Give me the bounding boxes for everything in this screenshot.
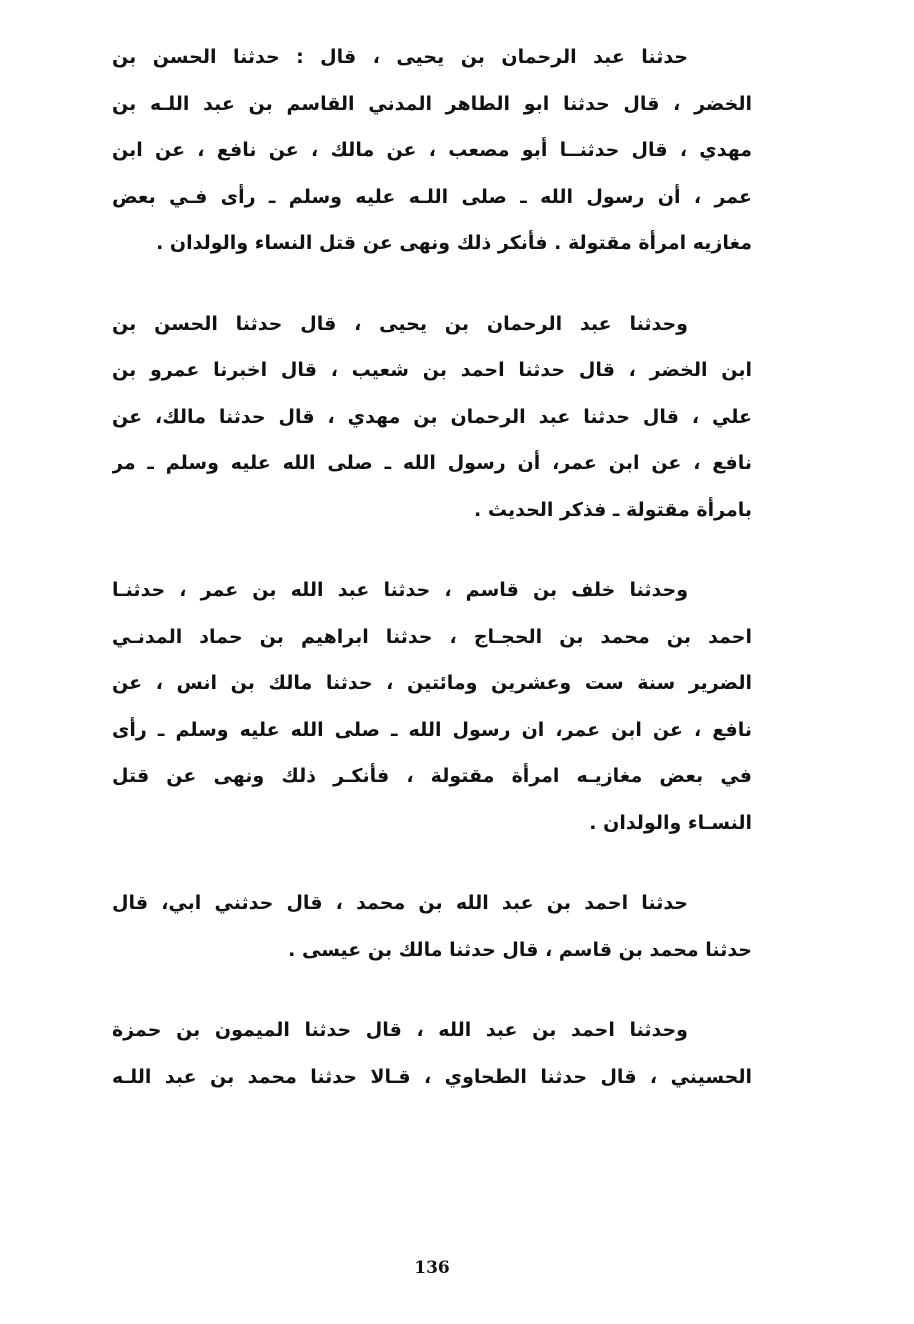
text-line: نافع ، عن ابن عمر، أن رسول الله ـ صلى الله عليه وسلم ـ مر <box>112 452 752 474</box>
text-line: حدثنا عبد الرحمان بن يحيى ، قال : حدثنا الحسن بن <box>112 46 688 68</box>
paragraph-3 <box>112 567 752 846</box>
text-line: مهدي ، قال حدثنــا أبو مصعب ، عن مالك ، عن نافع ، عن ابن <box>112 139 752 161</box>
text-line: ابن الخضر ، قال حدثنا احمد بن شعيب ، قال اخبرنا عمرو بن <box>112 359 752 381</box>
text-line: النسـاء والولدان . <box>589 811 752 834</box>
text-line: حدثنا احمد بن عبد الله بن محمد ، قال حدثني ابي، قال <box>112 892 688 914</box>
paragraph-2 <box>112 301 752 534</box>
page-body-text <box>112 34 752 1134</box>
text-line: الخضر ، قال حدثنا ابو الطاهر المدني القاسم بن عبد اللـه بن <box>112 92 752 115</box>
text-line: حدثنا محمد بن قاسم ، قال حدثنا مالك بن عيسى . <box>288 938 752 961</box>
text-line: الضرير سنة ست وعشرين ومائتين ، حدثنا مالك بن انس ، عن <box>112 672 752 694</box>
paragraph-1 <box>112 34 752 267</box>
text-line: الحسيني ، قال حدثنا الطحاوي ، قـالا حدثنا محمد بن عبد اللـه <box>112 1065 752 1088</box>
text-line: علي ، قال حدثنا عبد الرحمان بن مهدي ، قال حدثنا مالك، عن <box>112 405 752 428</box>
text-line: وحدثنا عبد الرحمان بن يحيى ، قال حدثنا الحسن بن <box>112 312 688 335</box>
text-line: احمد بن محمد بن الحجـاج ، حدثنا ابراهيم بن حماد المدنـي <box>112 625 752 648</box>
text-line: وحدثنا احمد بن عبد الله ، قال حدثنا الميمون بن حمزة <box>112 1019 688 1041</box>
page-number: 136 <box>414 1258 450 1278</box>
text-line: نافع ، عن ابن عمر، ان رسول الله ـ صلى الله عليه وسلم ـ رأى <box>112 718 752 741</box>
paragraph-5 <box>112 1007 752 1100</box>
text-line: مغازيه امرأة مقتولة . فأنكر ذلك ونهى عن قتل النساء والولدان . <box>156 232 752 254</box>
text-line: بامرأة مقتولة ـ فذكر الحديث . <box>474 498 752 521</box>
text-line: عمر ، أن رسول الله ـ صلى اللـه عليه وسلم ـ رأى فـي بعض <box>112 185 752 208</box>
text-line: في بعض مغازيـه امرأة مقتولة ، فأنكـر ذلك ونهى عن قتل <box>112 765 752 787</box>
paragraph-4 <box>112 880 752 973</box>
text-line: وحدثنا خلف بن قاسم ، حدثنا عبد الله بن عمر ، حدثنـا <box>112 579 688 601</box>
